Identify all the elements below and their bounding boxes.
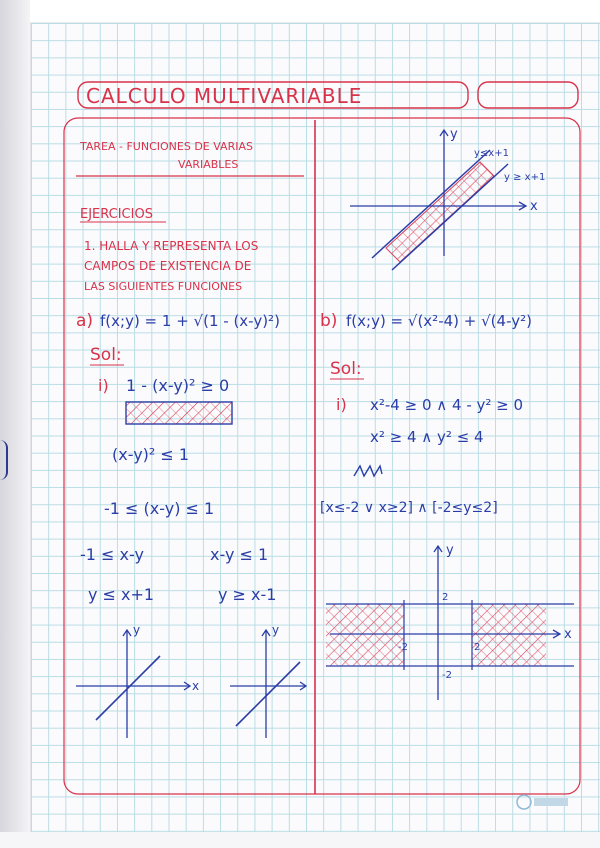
part-a-step-4b: x-y ≤ 1 — [210, 545, 269, 564]
band-graph — [350, 127, 545, 270]
title-box-right — [478, 82, 578, 108]
part-a-function: f(x;y) = 1 + √(1 - (x-y)²) — [100, 312, 280, 330]
instruction-line-1: 1. HALLA Y REPRESENTA LOS — [84, 239, 259, 253]
strip-graph-tick-x-2: 2 — [474, 642, 481, 653]
part-b-label: b) — [320, 311, 338, 331]
band-graph-x: x — [530, 199, 538, 214]
corner-logo-mark — [534, 798, 568, 806]
crossed-out-fill — [126, 402, 232, 424]
part-a-step-num: i) — [98, 376, 109, 395]
part-b-step-1: x²-4 ≥ 0 ∧ 4 - y² ≥ 0 — [370, 396, 524, 414]
part-a-step-1: 1 - (x-y)² ≥ 0 — [126, 376, 230, 395]
part-a-step-2: (x-y)² ≤ 1 — [112, 445, 190, 464]
page-title: CALCULO MULTIVARIABLE — [86, 84, 363, 108]
small-graph-1 — [76, 623, 199, 738]
exercises-heading: EJERCICIOS — [80, 207, 153, 222]
strip-graph-tick-neg2: -2 — [442, 670, 452, 681]
strip-graph-tick-x-neg2: -2 — [398, 642, 408, 653]
part-a-sol: Sol: — [90, 345, 122, 365]
part-b-function: f(x;y) = √(x²-4) + √(4-y²) — [346, 312, 532, 330]
band-graph-y: y — [450, 127, 458, 142]
part-a-step-5b: y ≥ x-1 — [218, 585, 277, 604]
strip-graph-y: y — [446, 543, 454, 558]
instruction-line-2: CAMPOS DE EXISTENCIA DE — [84, 259, 252, 273]
task-title: TAREA - FUNCIONES DE VARIAS — [80, 140, 253, 153]
small-graph-1-x: x — [192, 679, 200, 693]
part-b-sol: Sol: — [330, 359, 362, 379]
part-a-step-4a: -1 ≤ x-y — [80, 545, 144, 564]
strip-graph-x: x — [564, 627, 572, 642]
small-graph-2 — [230, 623, 306, 738]
part-b-step-2: x² ≥ 4 ∧ y² ≤ 4 — [370, 428, 484, 446]
instruction-line-3: LAS SIGUIENTES FUNCIONES — [84, 280, 243, 293]
band-graph-label-2: y ≥ x+1 — [504, 172, 546, 183]
strip-graph-tick-2: 2 — [442, 592, 449, 603]
small-graph-2-y: y — [272, 623, 280, 637]
part-b-step-3: [x≤-2 ∨ x≥2] ∧ [-2≤y≤2] — [320, 500, 498, 516]
part-a-label: a) — [76, 311, 94, 331]
part-a-step-3: -1 ≤ (x-y) ≤ 1 — [104, 499, 215, 518]
strip-graph — [326, 543, 574, 700]
small-graph-1-y: y — [133, 623, 141, 637]
task-title-line2: VARIABLES — [178, 158, 239, 171]
scribble-mark — [354, 466, 382, 476]
corner-logo-icon — [517, 795, 531, 809]
part-b-step-num: i) — [336, 395, 347, 414]
part-a-step-5a: y ≤ x+1 — [88, 585, 155, 604]
band-graph-label-1: y≤x+1 — [474, 148, 509, 159]
